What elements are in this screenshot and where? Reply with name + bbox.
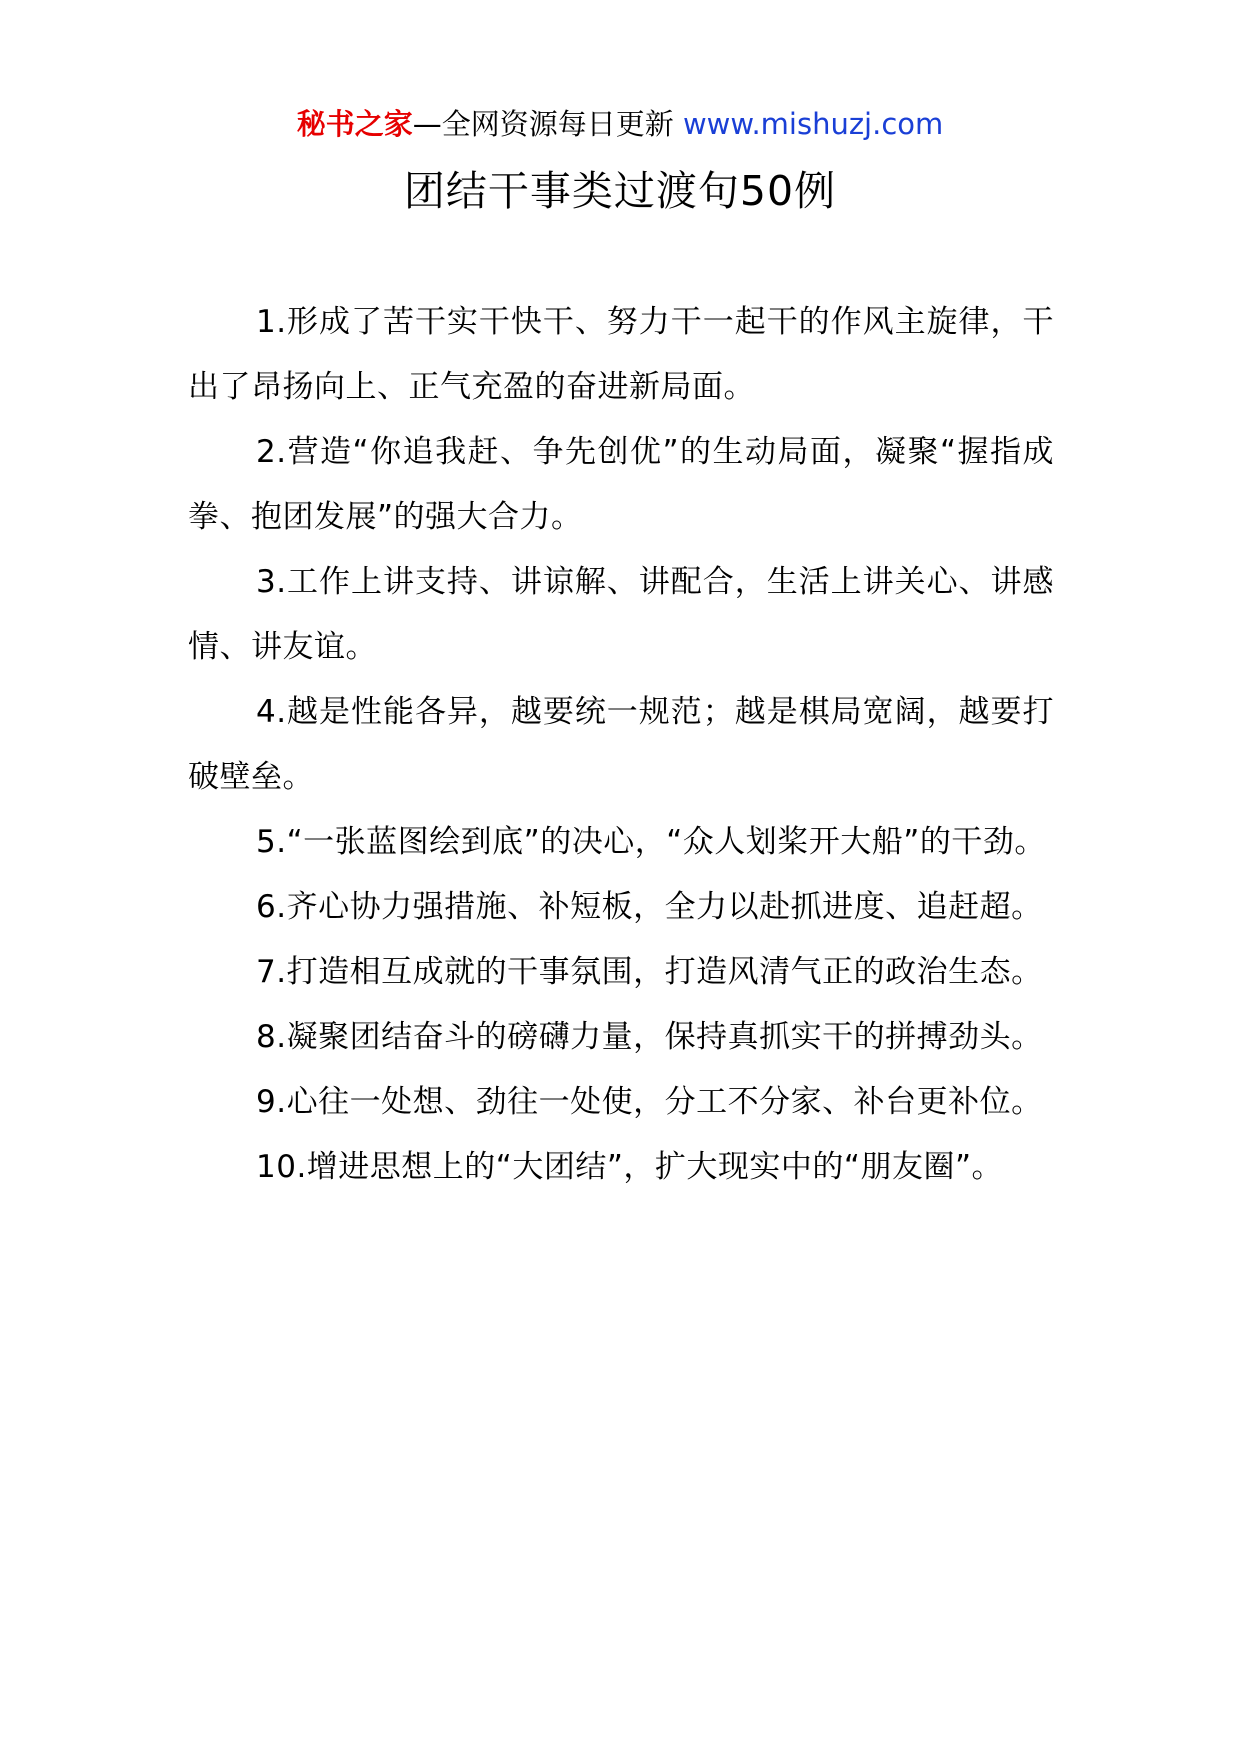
list-item: 4.越是性能各异，越要统一规范；越是棋局宽阔，越要打破壁垒。 (188, 694, 1054, 795)
brand-name: 秘书之家 (296, 107, 413, 141)
site-header (0, 104, 1240, 144)
list-item: 8.凝聚团结奋斗的磅礴力量，保持真抓实干的拼搏劲头。 (256, 1019, 1043, 1055)
list-item: 2.营造“你追我赶、争先创优”的生动局面，凝聚“握指成拳、抱团发展”的强大合力。 (188, 434, 1054, 535)
list-item: 5.“一张蓝图绘到底”的决心，“众人划桨开大船”的干劲。 (256, 824, 1046, 860)
list-item: 10.增进思想上的“大团结”，扩大现实中的“朋友圈”。 (256, 1149, 1004, 1185)
header-tagline: —全网资源每日更新 (412, 107, 674, 141)
list-item: 6.齐心协力强措施、补短板，全力以赴抓进度、追赶超。 (256, 889, 1043, 925)
site-url-link[interactable]: www.mishuzj.com (682, 107, 944, 141)
sentence-list (188, 290, 1054, 1200)
list-item: 7.打造相互成就的干事氛围，打造风清气正的政治生态。 (256, 954, 1043, 990)
list-item: 3.工作上讲支持、讲谅解、讲配合，生活上讲关心、讲感情、讲友谊。 (188, 564, 1054, 665)
list-item: 9.心往一处想、劲往一处使，分工不分家、补台更补位。 (256, 1084, 1043, 1120)
list-item: 1.形成了苦干实干快干、努力干一起干的作风主旋律，干出了昂扬向上、正气充盈的奋进新局面。 (188, 304, 1054, 405)
document-title: 团结干事类过渡句50例 (403, 167, 837, 215)
